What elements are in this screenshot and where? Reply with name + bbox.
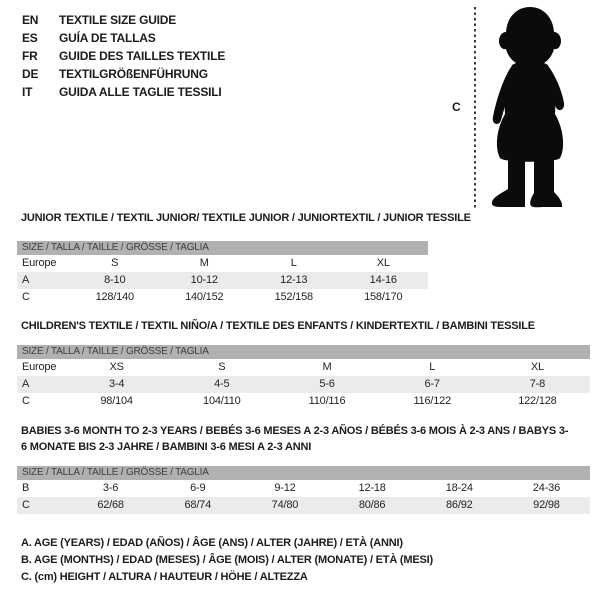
language-title-list <box>22 11 225 101</box>
age-cell: 5-6 <box>319 378 335 390</box>
row-label: A <box>22 274 30 286</box>
children-table <box>17 345 590 410</box>
size-cell: XL <box>376 257 390 269</box>
table-row-age <box>17 272 428 289</box>
footnote-height: C. (cm) HEIGHT / ALTURA / HAUTEUR / HÖHE / ALTEZZA <box>21 571 308 583</box>
lang-row-it <box>22 83 225 101</box>
legend-footnotes <box>21 535 433 586</box>
footnote-age-years: A. AGE (YEARS) / EDAD (AÑOS) / ÂGE (ANS) / ALTER (JAHRE) / ETÀ (ANNI) <box>21 537 403 549</box>
table-row-europe <box>17 255 428 272</box>
age-cell: 14-16 <box>369 274 397 286</box>
age-cell: 6-9 <box>190 482 206 494</box>
table-row-height <box>17 497 590 514</box>
age-cell: 9-12 <box>274 482 296 494</box>
age-cell: 8-10 <box>104 274 126 286</box>
row-label: C <box>22 395 30 407</box>
height-cell: 92/98 <box>533 499 560 511</box>
height-cell: 74/80 <box>271 499 299 511</box>
size-cell: XS <box>109 361 124 373</box>
children-table-title: CHILDREN'S TEXTILE / TEXTIL NIÑO/A / TEXTILE DES ENFANTS / KINDERTEXTIL / BAMBINI TESSILE <box>21 320 535 332</box>
junior-table <box>17 241 428 306</box>
age-cell: 6-7 <box>424 378 440 390</box>
table-row-europe <box>17 359 590 376</box>
lang-code: IT <box>22 85 33 99</box>
age-cell: 24-36 <box>532 482 561 494</box>
size-cell: XL <box>530 361 544 373</box>
lang-code: DE <box>22 67 39 81</box>
height-marker-label: C <box>452 100 461 114</box>
height-cell: 86/92 <box>446 499 473 511</box>
row-label: Europe <box>22 257 57 269</box>
lang-code: FR <box>22 49 38 63</box>
height-cell: 152/158 <box>274 291 313 303</box>
size-cell: L <box>429 361 436 373</box>
height-cell: 80/86 <box>358 499 386 511</box>
lang-row-fr <box>22 47 225 65</box>
toddler-silhouette-icon <box>478 5 578 210</box>
size-cell: M <box>322 361 332 373</box>
age-cell: 3-6 <box>102 482 119 494</box>
age-cell: 3-4 <box>108 378 125 390</box>
height-cell: 128/140 <box>95 291 134 303</box>
height-cell: 104/110 <box>203 395 241 407</box>
lang-row-en <box>22 11 225 29</box>
size-cell: L <box>290 257 297 269</box>
age-cell: 10-12 <box>190 274 218 286</box>
row-label: B <box>22 482 30 494</box>
row-label: Europe <box>22 361 57 373</box>
size-cell: M <box>199 257 209 269</box>
table-row-age <box>17 376 590 393</box>
height-cell: 68/74 <box>184 499 212 511</box>
guide-title: GUIDA ALLE TAGLIE TESSILI <box>59 85 222 99</box>
guide-title: GUÍA DE TALLAS <box>59 31 156 45</box>
age-cell: 7-8 <box>529 378 546 390</box>
lang-code: ES <box>22 31 38 45</box>
babies-table <box>17 466 590 514</box>
height-cell: 62/68 <box>97 499 124 511</box>
table-row-height <box>17 289 428 306</box>
age-cell: 12-18 <box>358 482 386 494</box>
height-cell: 140/152 <box>185 291 224 303</box>
age-cell: 12-13 <box>280 274 308 286</box>
age-cell: 4-5 <box>214 378 230 390</box>
height-cell: 122/128 <box>518 395 557 407</box>
height-cell: 158/170 <box>364 291 403 303</box>
row-label: A <box>22 378 30 390</box>
guide-title: TEXTILE SIZE GUIDE <box>59 13 177 27</box>
guide-title: GUIDE DES TAILLES TEXTILE <box>59 49 226 63</box>
size-header-bar: SIZE / TALLA / TAILLE / GRÖSSE / TAGLIA <box>17 345 590 359</box>
row-label: C <box>22 499 30 511</box>
table-row-age-months <box>17 480 590 497</box>
height-figure <box>445 0 595 215</box>
babies-table-title: BABIES 3-6 MONTH TO 2-3 YEARS / BEBÉS 3-6 MESES A 2-3 AÑOS / BÉBÉS 3-6 MOIS À 2-3 ANS / BABYS 3-6 MONATE BIS 2-3 JAHRE / BAMBINI 3-6 MESI A 2-3 ANNI <box>21 425 569 453</box>
size-header-bar: SIZE / TALLA / TAILLE / GRÖSSE / TAGLIA <box>17 241 428 255</box>
lang-code: EN <box>22 13 39 27</box>
row-label: C <box>22 291 30 303</box>
table-row-height <box>17 393 590 410</box>
junior-table-title: JUNIOR TEXTILE / TEXTIL JUNIOR/ TEXTILE JUNIOR / JUNIORTEXTIL / JUNIOR TESSILE <box>21 212 471 224</box>
height-dotted-line <box>474 7 476 208</box>
size-cell: S <box>218 361 226 373</box>
height-cell: 116/122 <box>413 395 451 407</box>
guide-title: TEXTILGRÖßENFÜHRUNG <box>59 67 208 81</box>
age-cell: 18-24 <box>445 482 473 494</box>
footnote-age-months: B. AGE (MONTHS) / EDAD (MESES) / ÂGE (MOIS) / ALTER (MONATE) / ETÀ (MESI) <box>21 554 433 566</box>
lang-row-es <box>22 29 225 47</box>
size-header-bar: SIZE / TALLA / TAILLE / GRÖSSE / TAGLIA <box>17 466 590 480</box>
height-cell: 110/116 <box>308 395 346 407</box>
size-cell: S <box>111 257 119 269</box>
lang-row-de <box>22 65 225 83</box>
height-cell: 98/104 <box>100 395 133 407</box>
